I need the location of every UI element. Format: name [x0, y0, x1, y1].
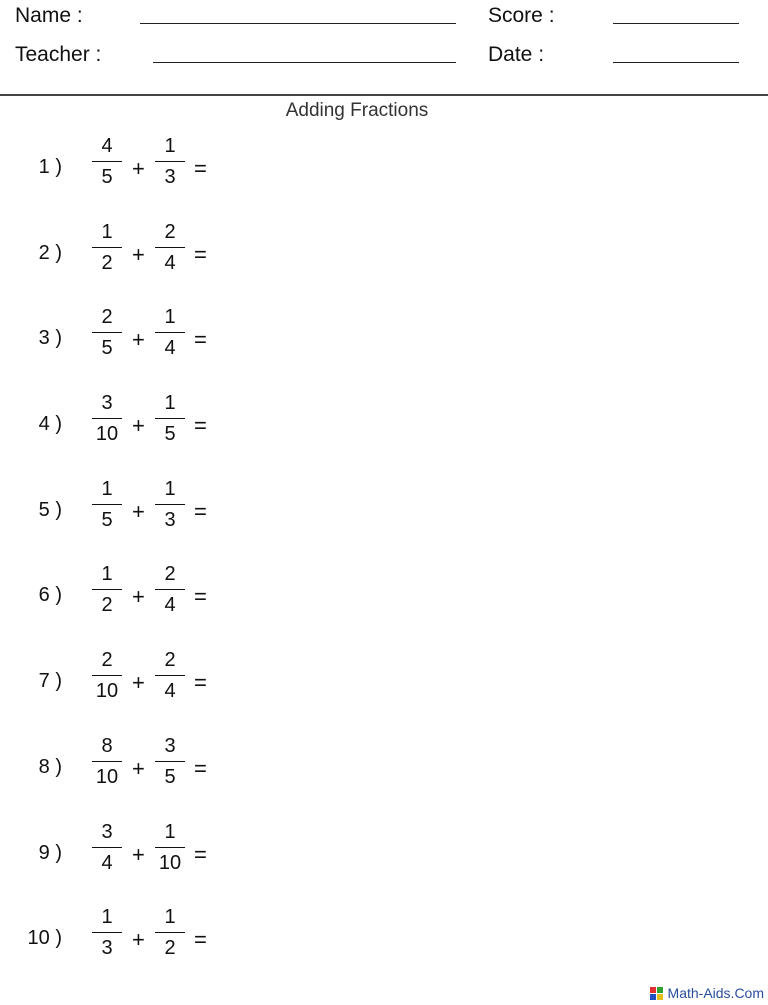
name-label: Name : [15, 4, 83, 27]
math-aids-logo-icon [650, 987, 663, 1000]
fraction-bar [92, 847, 122, 848]
logo-square [650, 994, 656, 1000]
plus-sign: + [132, 413, 145, 439]
fraction-bar [92, 589, 122, 590]
numerator: 4 [101, 135, 113, 157]
teacher-label: Teacher : [15, 43, 102, 66]
fraction-bar [155, 932, 185, 933]
fraction-bar [92, 161, 122, 162]
name-field[interactable] [140, 23, 456, 24]
problem-number: 1 ) [38, 156, 62, 178]
plus-sign: + [132, 584, 145, 610]
fraction-bar [155, 761, 185, 762]
denominator: 10 [95, 680, 119, 703]
problem-number: 3 ) [38, 327, 62, 350]
fraction-bar [92, 504, 122, 505]
fraction-bar [92, 932, 122, 933]
teacher-field[interactable] [153, 62, 456, 63]
plus-sign: + [132, 670, 145, 696]
numerator: 2 [101, 306, 113, 329]
problem-number: 9 ) [38, 841, 62, 864]
numerator: 1 [164, 820, 176, 843]
plus-sign: + [132, 755, 145, 781]
problem-number: 6 ) [38, 584, 62, 607]
numerator: 2 [164, 563, 176, 586]
fraction-b [150, 905, 190, 960]
equals-sign: = [194, 413, 207, 439]
denominator: 10 [158, 851, 182, 874]
plus-sign: + [132, 241, 145, 267]
denominator: 4 [164, 594, 176, 617]
fraction-a [87, 562, 127, 617]
problem-item [0, 468, 400, 554]
denominator: 5 [101, 508, 113, 531]
numerator: 1 [101, 906, 113, 929]
fraction-bar [155, 161, 185, 162]
fraction-bar [92, 675, 122, 676]
logo-square [650, 987, 656, 993]
fraction-a [87, 648, 127, 703]
fraction-bar [155, 675, 185, 676]
fraction-a [87, 305, 127, 360]
numerator: 8 [101, 734, 113, 757]
fraction-bar [155, 847, 185, 848]
numerator: 3 [164, 734, 176, 757]
logo-square [657, 994, 663, 1000]
equals-sign: = [194, 927, 207, 953]
fraction-bar [155, 418, 185, 419]
problem-number: 7 ) [38, 670, 62, 693]
fraction-bar [92, 761, 122, 762]
numerator: 1 [164, 135, 176, 157]
score-label: Score : [488, 4, 555, 27]
date-label: Date : [488, 43, 545, 66]
denominator: 5 [164, 423, 176, 446]
plus-sign: + [132, 498, 145, 524]
logo-square [657, 987, 663, 993]
denominator: 5 [164, 765, 176, 788]
fraction-bar [92, 247, 122, 248]
fraction-a [87, 905, 127, 960]
fraction-a [87, 734, 127, 789]
fraction-b [150, 562, 190, 617]
fraction-bar [155, 504, 185, 505]
equals-sign: = [194, 584, 207, 610]
numerator: 1 [164, 477, 176, 500]
numerator: 1 [164, 906, 176, 929]
fraction-b [150, 391, 190, 446]
fraction-a [87, 134, 127, 189]
fraction-b [150, 305, 190, 360]
problem-item [0, 382, 400, 468]
fraction-bar [155, 247, 185, 248]
fraction-a [87, 391, 127, 446]
denominator: 2 [101, 251, 113, 274]
problem-item [0, 125, 400, 211]
header-divider [0, 94, 768, 96]
problem-number: 5 ) [38, 498, 62, 521]
equals-sign: = [194, 498, 207, 524]
denominator: 4 [164, 251, 176, 274]
denominator: 4 [164, 680, 176, 703]
problem-item [0, 811, 400, 897]
numerator: 3 [101, 392, 113, 415]
denominator: 5 [101, 166, 113, 188]
fraction-b [150, 477, 190, 532]
equals-sign: = [194, 755, 207, 781]
denominator: 3 [164, 166, 176, 188]
fraction-b [150, 820, 190, 875]
worksheet-title: Adding Fractions [285, 100, 429, 121]
problem-item [0, 639, 400, 725]
problem-item [0, 211, 400, 297]
numerator: 1 [164, 306, 176, 329]
denominator: 4 [164, 337, 176, 360]
numerator: 1 [101, 477, 113, 500]
plus-sign: + [132, 156, 145, 181]
problem-item [0, 896, 400, 982]
fraction-a [87, 477, 127, 532]
denominator: 4 [101, 851, 113, 874]
fraction-bar [92, 418, 122, 419]
equals-sign: = [194, 327, 207, 353]
equals-sign: = [194, 156, 207, 181]
fraction-b [150, 220, 190, 275]
problem-item [0, 725, 400, 811]
footer-brand [650, 985, 764, 1001]
problem-number: 4 ) [38, 413, 62, 436]
numerator: 1 [101, 220, 113, 243]
fraction-a [87, 220, 127, 275]
numerator: 3 [101, 820, 113, 843]
numerator: 2 [164, 649, 176, 672]
numerator: 2 [164, 220, 176, 243]
fraction-bar [92, 332, 122, 333]
problem-number: 2 ) [38, 241, 62, 264]
plus-sign: + [132, 927, 145, 953]
equals-sign: = [194, 241, 207, 267]
denominator: 10 [95, 423, 119, 446]
denominator: 3 [101, 937, 113, 960]
plus-sign: + [132, 841, 145, 867]
fraction-b [150, 134, 190, 189]
denominator: 3 [164, 508, 176, 531]
fraction-b [150, 648, 190, 703]
problem-list [0, 125, 400, 982]
score-field[interactable] [613, 23, 739, 24]
fraction-a [87, 820, 127, 875]
denominator: 5 [101, 337, 113, 360]
fraction-b [150, 734, 190, 789]
denominator: 2 [164, 937, 176, 960]
date-field[interactable] [613, 62, 739, 63]
denominator: 10 [95, 765, 119, 788]
denominator: 2 [101, 594, 113, 617]
plus-sign: + [132, 327, 145, 353]
equals-sign: = [194, 670, 207, 696]
fraction-bar [155, 589, 185, 590]
numerator: 1 [164, 392, 176, 415]
problem-number: 8 ) [38, 755, 62, 778]
numerator: 2 [101, 649, 113, 672]
problem-item [0, 296, 400, 382]
numerator: 1 [101, 563, 113, 586]
fraction-bar [155, 332, 185, 333]
brand-text: Math-Aids.Com [667, 985, 764, 1001]
problem-item [0, 553, 400, 639]
equals-sign: = [194, 841, 207, 867]
problem-number: 10 ) [27, 927, 62, 950]
